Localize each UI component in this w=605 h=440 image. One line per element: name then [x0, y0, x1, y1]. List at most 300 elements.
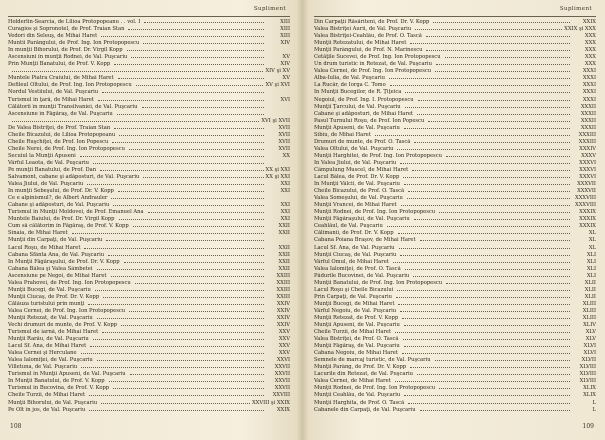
- entry-title: Muntele Piatra Craiului, de Mihai Haret: [8, 75, 114, 82]
- index-entry: [314, 111, 596, 118]
- dot-leader: [400, 311, 570, 312]
- header-rule: [8, 16, 290, 17]
- entry-page-ref: XXIX: [582, 19, 596, 25]
- entry-title: Turismul în Munţii Moldovei, de Prof. Emanuel Ana: [8, 209, 144, 216]
- entry-page-ref: XXII: [278, 251, 290, 258]
- index-entry: [314, 308, 596, 315]
- index-entry: [314, 125, 596, 132]
- entry-page-ref: XXI: [280, 209, 290, 216]
- index-entry: [8, 202, 290, 209]
- dot-leader: [113, 205, 264, 206]
- entry-title: Călăuza turistului prin munţi: [8, 300, 85, 307]
- entry-title: Pasul Turnului Roşu, de Prof. Ion Popescu: [314, 117, 425, 124]
- entry-title: Sibiu, de Mihai Haret: [314, 131, 371, 138]
- index-entry: [314, 315, 596, 322]
- dot-leader: [129, 311, 264, 312]
- entry-page-ref: XXII: [278, 265, 290, 272]
- entry-page-ref: XXXVIII: [575, 202, 596, 209]
- entry-page-ref: XXXVIII: [575, 195, 596, 202]
- entry-title: Lacul Roşu, de Mihai Haret: [8, 244, 81, 251]
- index-entry: [8, 139, 290, 146]
- entry-page-ref: XLV: [585, 329, 596, 336]
- index-entry: [314, 237, 596, 244]
- entry-page-ref: XXII: [278, 230, 290, 237]
- dot-leader: [389, 78, 570, 79]
- entry-title: De Valea Bistriţei, de Prof. Traian Stan: [8, 124, 111, 131]
- entry-page-ref: XLI: [586, 272, 596, 279]
- entry-page-ref: XXXIX: [579, 223, 596, 230]
- dot-leader: [403, 177, 570, 178]
- index-entry: [314, 188, 596, 195]
- entry-page-ref: XXXIV: [579, 145, 596, 152]
- dot-leader: [375, 135, 570, 136]
- entry-title: Cheile Bicazului, de Lilioa Protopopeanu: [8, 131, 116, 138]
- index-entry: [8, 195, 290, 202]
- entry-page-ref: XXIV: [276, 307, 290, 314]
- entry-title: Alba-Iulia, de Val. Puşcariu: [314, 75, 386, 82]
- entry-title: Câmpulung Muscel, de Mihai Haret: [314, 166, 409, 173]
- dot-leader: [446, 156, 570, 157]
- dot-leader: [106, 240, 264, 241]
- entry-page-ref: XXXIX: [579, 209, 596, 216]
- dot-leader: [135, 283, 264, 284]
- index-entry: [8, 216, 290, 223]
- index-entry: [314, 26, 596, 33]
- entry-page-ref: XLII: [584, 286, 596, 293]
- entry-title: Negoiul, de Prof. Ing. I. Protopopescu: [314, 96, 414, 103]
- entry-title: Vedori din Seleuş, de Mihai Haret: [8, 33, 98, 40]
- entry-title: Munţii Harghitei, de Prof. Ing. Ion Protopopescu: [314, 152, 442, 159]
- entry-page-ref: XXXII: [580, 110, 596, 117]
- index-entry: [8, 245, 290, 252]
- entry-page-ref: XXII: [278, 258, 290, 265]
- entry-page-ref: XLVIII: [579, 371, 596, 378]
- entry-page-ref: XXXVI: [579, 159, 596, 166]
- entry-title: Pe Olt în jos, de Val. Puşcariu: [8, 406, 86, 413]
- index-entry: [314, 252, 596, 259]
- page-header: [314, 6, 596, 15]
- index-entry: [8, 294, 290, 301]
- entry-page-ref: XXIV: [276, 314, 290, 321]
- dot-leader: [133, 226, 264, 227]
- entry-page-ref: XLVIII: [579, 364, 596, 371]
- dot-leader: [114, 64, 264, 65]
- index-entry: [314, 19, 596, 26]
- entry-page-ref: XLIII: [582, 300, 596, 307]
- index-entry: [8, 40, 290, 47]
- dot-leader: [395, 381, 570, 382]
- dot-leader: [97, 318, 264, 319]
- dot-leader: [420, 240, 570, 241]
- entry-page-ref: XL: [588, 244, 596, 251]
- dot-leader: [127, 50, 264, 51]
- entry-title: In Munţii Vâlcii, de Val. Puşcariu: [314, 181, 400, 188]
- entry-page-ref: XL: [588, 230, 596, 237]
- dot-leader: [393, 262, 570, 263]
- index-entry: [314, 118, 596, 125]
- index-entry: [314, 167, 596, 174]
- dot-leader: [400, 255, 570, 256]
- index-entry: [8, 259, 290, 266]
- index-entry: [8, 118, 290, 125]
- dot-leader: [148, 212, 264, 213]
- entry-page-ref: XXIII: [276, 272, 290, 279]
- dot-leader: [428, 121, 570, 122]
- dot-leader: [426, 50, 570, 51]
- index-entry: [314, 47, 596, 54]
- index-entry: [8, 104, 290, 111]
- entry-page-ref: XXXI: [582, 68, 596, 75]
- dot-leader: [402, 318, 570, 319]
- index-list: [8, 19, 290, 414]
- entry-page-ref: XXXVI: [579, 166, 596, 173]
- entry-title: Cheile Ruşchiţei, de Prof. Ion Popescu: [8, 138, 109, 145]
- right-page: [314, 6, 596, 432]
- dot-leader: [101, 36, 264, 37]
- entry-title: Munţii Ciucaş, de Val. Puşcariu: [314, 251, 397, 258]
- entry-page-ref: XXXII: [580, 103, 596, 110]
- entry-page-ref: XX şi XXI: [265, 174, 290, 181]
- entry-page-ref: XVII: [278, 124, 290, 131]
- entry-title: Pe munţii Banatului, de Prof. Dan: [8, 166, 97, 173]
- entry-page-ref: XV: [282, 75, 290, 82]
- header-label: Supliment: [559, 6, 592, 12]
- entry-title: Cabane şi adăposturi, de Mihai Haret: [314, 110, 413, 117]
- dot-leader: [402, 353, 570, 354]
- entry-title: Cheile Turzii, de Mihai Haret: [314, 329, 392, 336]
- index-entry: [8, 111, 290, 118]
- entry-page-ref: XL: [588, 237, 596, 244]
- index-entry: [314, 61, 596, 68]
- entry-page-ref: XIV: [280, 40, 290, 47]
- entry-title: Ascensiune în Făgăraş, de Val. Puşcariu: [8, 110, 113, 117]
- index-entry: [314, 245, 596, 252]
- entry-title: Munţii Bucegi, de Val. Puşcariu: [8, 286, 91, 293]
- dot-leader: [102, 332, 264, 333]
- index-entry: [314, 82, 596, 89]
- entry-title: Cetăţile Sucevei, de Prof. Ing. Ion Protopopescu: [314, 54, 441, 61]
- entry-title: Vârful Omul, de Mihai Haret: [314, 258, 389, 265]
- entry-title: Nordul Vestiiului, de Val. Puşcariu: [8, 89, 99, 96]
- index-entry: [8, 407, 290, 414]
- index-entry: [314, 202, 596, 209]
- dot-leader: [404, 395, 570, 396]
- dot-leader: [404, 325, 570, 326]
- index-entry: [314, 407, 596, 414]
- entry-page-ref: XXIX şi XXX: [564, 26, 596, 33]
- dot-leader: [417, 374, 570, 375]
- dot-leader: [89, 395, 264, 396]
- entry-title: Din Carpaţii Răsăriteni, de Prof. Dr. V. Kopp: [314, 19, 430, 25]
- entry-title: Munţii din Carpaţi, de Val. Puşcariu: [8, 237, 103, 244]
- entry-title: Munţii Rodnei, de Prof. Ing. Ion Protopopescu: [314, 209, 436, 216]
- index-entry: [8, 132, 290, 139]
- entry-title: Cheile Bicazului, de Prof. O. Tască: [314, 188, 405, 195]
- dot-leader: [128, 29, 264, 30]
- entry-title: Lacul Bâlea, de Prof. Dr. V. Kopp: [314, 174, 400, 181]
- entry-page-ref: XXIV: [276, 300, 290, 307]
- dot-leader: [113, 388, 264, 389]
- dot-leader: [97, 269, 264, 270]
- entry-page-ref: XXIV: [276, 322, 290, 329]
- index-entry: [8, 364, 290, 371]
- entry-title: Munţii Rodnei, de Prof. Ing. Ion Protopopescu: [314, 385, 436, 392]
- entry-title: Turismul de iarnă, de Mihai Haret: [8, 329, 99, 336]
- entry-title: Valea Cernei şi Herculane: [8, 350, 77, 357]
- entry-page-ref: XXXVI: [579, 174, 596, 181]
- entry-page-ref: XXXI: [582, 89, 596, 96]
- index-entry: [8, 26, 290, 33]
- index-entry: [314, 357, 596, 364]
- entry-title: Vârful Negoiu, de Val. Puşcariu: [314, 307, 397, 314]
- index-entry: [8, 266, 290, 273]
- dot-leader: [84, 248, 264, 249]
- index-entry: [314, 336, 596, 343]
- entry-title: Munţii Apuseni, de Val. Puşcariu: [314, 322, 400, 329]
- index-entry: [314, 329, 596, 336]
- index-entry: [314, 400, 596, 407]
- entry-title: Valea Cernei, de Prof. Ing. Ion Protopopescu: [8, 307, 126, 314]
- dot-leader: [415, 29, 562, 30]
- entry-title: Cheile Nerei, de Prof. Ing. Ion Protopopescu: [8, 145, 125, 152]
- dot-leader: [405, 269, 570, 270]
- page-header: [8, 6, 290, 15]
- index-entry: [314, 54, 596, 61]
- entry-title: Valea Jiului, de Val. Puşcariu: [8, 181, 84, 188]
- entry-page-ref: XXIII: [276, 293, 290, 300]
- entry-title: Munţii Apuseni, de Val. Puşcariu: [314, 124, 400, 131]
- entry-page-ref: XXII: [278, 223, 290, 230]
- entry-page-ref: XXXII: [580, 117, 596, 124]
- index-entry: [8, 357, 290, 364]
- dot-leader: [121, 325, 264, 326]
- entry-page-ref: XXXI: [582, 82, 596, 89]
- dot-leader: [111, 276, 265, 277]
- entry-page-ref: XXVII: [274, 378, 290, 385]
- index-entry: [314, 89, 596, 96]
- entry-page-ref: XXXVII: [577, 188, 596, 195]
- entry-page-ref: XXV: [278, 350, 290, 357]
- entry-page-ref: XX şi XXI: [265, 166, 290, 173]
- index-entry: [8, 125, 290, 132]
- index-entry: [8, 146, 290, 153]
- dot-leader: [12, 121, 259, 122]
- entry-page-ref: XXX: [584, 47, 596, 54]
- dot-leader: [119, 135, 264, 136]
- entry-title: Cabana Poiana Braşov, de Mihai Haret: [314, 237, 416, 244]
- entry-title: Valea Oltului, de Val. Puşcariu: [314, 145, 394, 152]
- dot-leader: [404, 128, 570, 129]
- index-entry: [8, 378, 290, 385]
- dot-leader: [405, 107, 570, 108]
- entry-title: Turismul în Bucovina, de Prof. V. Kopp: [8, 385, 110, 392]
- dot-leader: [130, 374, 264, 375]
- entry-page-ref: XXV: [278, 329, 290, 336]
- entry-page-ref: XXXIII: [578, 138, 596, 145]
- entry-title: Munţii Retezatului, de Mihai Haret: [314, 40, 407, 47]
- entry-title: Munţii Rarău, de Val. Puşcariu: [8, 336, 89, 343]
- entry-page-ref: XXX: [584, 33, 596, 40]
- entry-page-ref: XLV: [585, 336, 596, 343]
- entry-page-ref: XXI: [280, 216, 290, 223]
- dot-leader: [439, 388, 570, 389]
- dot-leader: [420, 410, 570, 411]
- dot-leader: [405, 92, 570, 93]
- page-number: 108: [10, 423, 22, 430]
- entry-title: Valea Bistriţei-Ceahlău, de Prof. O. Tască: [314, 33, 422, 40]
- entry-title: Drumuri de munte, de Prof. O. Tască: [314, 138, 411, 145]
- entry-page-ref: XXVIII: [272, 392, 290, 399]
- index-entry: [314, 392, 596, 399]
- dot-leader: [143, 43, 264, 44]
- dot-leader: [398, 233, 570, 234]
- entry-page-ref: XXXIX: [579, 216, 596, 223]
- entry-title: In munţii Bihorului, de Prof. Dr. Virgil Kopp: [8, 47, 123, 54]
- entry-page-ref: XLVI: [583, 350, 596, 357]
- dot-leader: [101, 403, 250, 404]
- left-page: [8, 6, 290, 432]
- entry-page-ref: XXI: [280, 188, 290, 195]
- index-entry: [314, 350, 596, 357]
- entry-title: Munţii Bucegi, de Mihai Haret: [314, 300, 395, 307]
- dot-leader: [114, 128, 264, 129]
- dot-leader: [407, 198, 570, 199]
- entry-page-ref: XIII: [280, 19, 290, 25]
- index-entry: [8, 61, 290, 68]
- dot-leader: [445, 57, 570, 58]
- entry-title: Ascensiune pe Negoi, de Mihai Haret: [8, 272, 107, 279]
- entry-page-ref: XXXII: [580, 124, 596, 131]
- entry-page-ref: XIV: [280, 61, 290, 68]
- entry-page-ref: XVII: [278, 138, 290, 145]
- index-entry: [314, 301, 596, 308]
- dot-leader: [108, 255, 264, 256]
- dot-leader: [88, 304, 264, 305]
- entry-title: Semnele de marcaj turistic, de Val. Puşcariu: [314, 357, 431, 364]
- index-entry: [314, 146, 596, 153]
- entry-title: Villetuna, de Val. Puşcariu: [8, 364, 78, 371]
- index-entry: [314, 266, 596, 273]
- dot-leader: [435, 360, 570, 361]
- index-entry: [314, 378, 596, 385]
- index-entry: [8, 209, 290, 216]
- entry-title: Munţii Ţarcului, de Val. Puşcariu: [314, 103, 401, 110]
- dot-leader: [401, 205, 570, 206]
- entry-page-ref: XXVIII şi XXIX: [251, 399, 290, 406]
- entry-page-ref: XXIII: [276, 286, 290, 293]
- entry-page-ref: XV: [282, 54, 290, 61]
- entry-page-ref: XLI: [586, 251, 596, 258]
- entry-title: In Munţii Bucegilor, de R. Ţiţeica: [314, 89, 402, 96]
- index-entry: [314, 160, 596, 167]
- dot-leader: [102, 92, 264, 93]
- entry-title: Prin Munţii Banatului, de Prof. V. Kopp: [8, 61, 111, 68]
- index-entry: [314, 104, 596, 111]
- dot-leader: [80, 156, 264, 157]
- index-entry: [8, 287, 290, 294]
- entry-page-ref: XXI: [280, 181, 290, 188]
- entry-title: Turismul în ţară, de Mihai Haret: [8, 96, 94, 103]
- entry-page-ref: XXXIII: [578, 131, 596, 138]
- dot-leader: [131, 57, 264, 58]
- dot-leader: [72, 233, 264, 234]
- entry-page-ref: XVII: [278, 131, 290, 138]
- dot-leader: [87, 184, 264, 185]
- dot-leader: [136, 85, 264, 86]
- entry-page-ref: XIII: [280, 33, 290, 40]
- index-entry: [8, 392, 290, 399]
- entry-title: Valea Ialomiţei, de Val. Puşcariu: [8, 357, 93, 364]
- index-entry: [8, 167, 290, 174]
- entry-title: Defileul Oltului, de Prof. Ing. Ion Protopopescu: [8, 82, 132, 89]
- entry-title: In Valea Jiului, de Val. Puşcariu: [314, 159, 397, 166]
- entry-title: Munţii Ciucaş, de Prof. Dr. V. Kopp: [8, 293, 100, 300]
- index-entry: [8, 273, 290, 280]
- dot-leader: [395, 332, 570, 333]
- dot-leader: [109, 381, 264, 382]
- index-entry: [314, 97, 596, 104]
- entry-page-ref: XIV şi XV: [265, 68, 290, 75]
- entry-title: Ceahlăul, de Val. Puşcariu: [314, 223, 383, 230]
- index-entry: [314, 75, 596, 82]
- entry-title: Pădurile Bucovinei, de Val. Puşcariu: [314, 272, 410, 279]
- entry-page-ref: XLVIII: [579, 378, 596, 385]
- entry-title: Curagios şi Sopronotel, de Prof. Traian Stan: [8, 26, 125, 33]
- dot-leader: [90, 346, 264, 347]
- entry-title: Munţii Bihorului, de Val. Puşcariu: [8, 399, 98, 406]
- dot-leader: [426, 36, 570, 37]
- entry-page-ref: XLIII: [582, 314, 596, 321]
- index-entry: [8, 301, 290, 308]
- dot-leader: [399, 248, 571, 249]
- entry-title: Munţii Făgăraşului, de Val. Puşcariu: [314, 216, 410, 223]
- entry-title: Valea Cernei, de Prof. Ing. Ion Protopopescu: [314, 68, 432, 75]
- index-entry: [8, 174, 290, 181]
- entry-page-ref: XLVII: [581, 357, 596, 364]
- page-number: 109: [582, 423, 594, 430]
- dot-leader: [404, 184, 570, 185]
- entry-page-ref: XXVII: [274, 364, 290, 371]
- entry-title: Lacurile din Retezat, de Val. Puşcariu: [314, 371, 413, 378]
- index-entry: [314, 181, 596, 188]
- entry-title: Munţii Făgăraş, de Val. Puşcariu: [314, 343, 400, 350]
- dot-leader: [398, 304, 570, 305]
- dot-leader: [93, 163, 264, 164]
- index-entry: [314, 132, 596, 139]
- entry-page-ref: XXV: [278, 343, 290, 350]
- entry-title: Muntii Parăngului, de Prof. Ing. Ion Protopopescu: [8, 40, 140, 47]
- index-entry: [314, 33, 596, 40]
- entry-page-ref: XXVII: [274, 385, 290, 392]
- entry-title: Călătorii în munţii Transilvaniei, de Val. Puşcariu: [8, 103, 138, 110]
- entry-title: Munţii Parâng, de Prof. Dr. V. Kopp: [314, 364, 407, 371]
- dot-leader: [417, 114, 570, 115]
- index-entry: [314, 259, 596, 266]
- entry-title: Cabana Sfânta Ana, de Val. Puşcariu: [8, 251, 105, 258]
- entry-page-ref: XLIX: [583, 392, 596, 399]
- index-entry: [314, 40, 596, 47]
- entry-title: Lacul Sf. Ana, de Val. Puşcariu: [314, 244, 395, 251]
- entry-title: Salvamont, cabane şi adăposturi, de Val. Puşcariu: [8, 174, 140, 181]
- dot-leader: [433, 22, 570, 23]
- entry-page-ref: XXXI: [582, 75, 596, 82]
- dot-leader: [143, 177, 263, 178]
- entry-page-ref: XXXV: [581, 152, 596, 159]
- dot-leader: [93, 339, 264, 340]
- entry-title: Cheile Turzii, de Mihai Haret: [8, 392, 86, 399]
- dot-leader: [397, 149, 570, 150]
- index-entry: [314, 153, 596, 160]
